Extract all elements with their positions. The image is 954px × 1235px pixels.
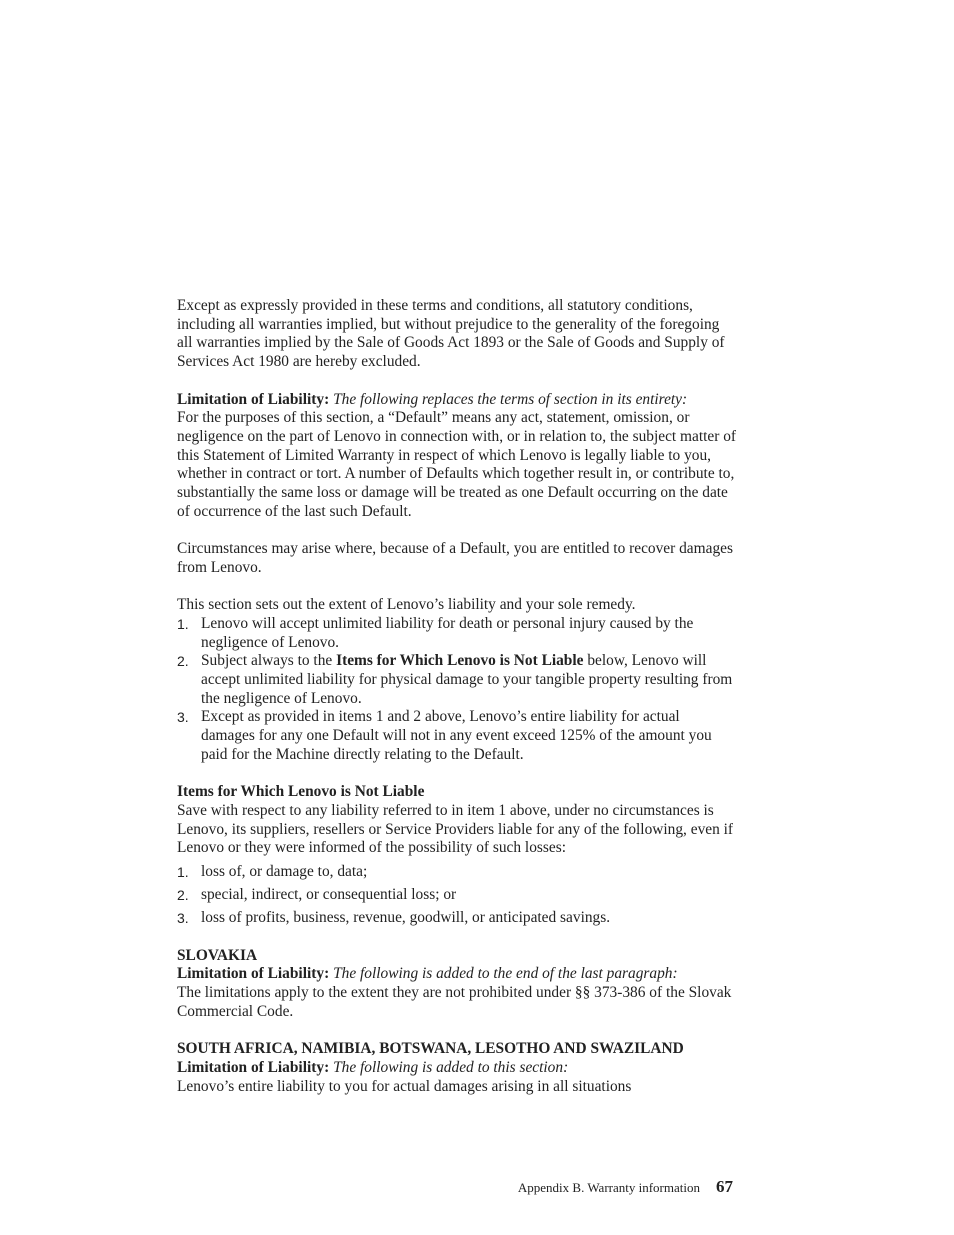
list-item: 1. loss of, or damage to, data; (177, 862, 368, 880)
limitation-label: Limitation of Liability: (177, 390, 330, 408)
list-item: 3. Except as provided in items 1 and 2 above, Lenovo’s entire liability for actual damages for any one Default will not in any event exceed 125% of the amount you paid for the Machine directly relating to the Default. (177, 708, 712, 763)
list-item: 2. special, indirect, or consequential loss; or (177, 885, 457, 903)
list-number: 1. (177, 615, 189, 632)
list-item: 2. Subject always to the Items for Which Lenovo is Not Liable below, Lenovo will accept unlimited liability for physical damage to your tangible property resulting from the negligence of Lenovo. (177, 652, 733, 707)
not-liable-heading: Items for Which Lenovo is Not Liable (177, 783, 425, 801)
circumstances-paragraph: Circumstances may arise where, because of a Default, you are entitled to recover damages from Lenovo. (177, 540, 733, 576)
limitation-intro: The following is added to this section: (333, 1058, 569, 1076)
limitation-intro: The following replaces the terms of section in its entirety: (333, 390, 688, 408)
list-number: 1. (177, 863, 189, 880)
south-africa-heading: SOUTH AFRICA, NAMIBIA, BOTSWANA, LESOTHO AND SWAZILAND (177, 1040, 684, 1058)
not-liable-list (177, 863, 737, 928)
page-footer (177, 1178, 733, 1198)
list-number: 3. (177, 709, 189, 726)
list-item: 1. Lenovo will accept unlimited liability for death or personal injury caused by the negligence of Lenovo. (177, 614, 694, 651)
liability-list (177, 615, 737, 765)
extent-of-liability-paragraph: This section sets out the extent of Lenovo’s liability and your sole remedy. (177, 596, 636, 614)
limitation-of-liability-paragraph (177, 391, 737, 522)
page-content (177, 297, 737, 1096)
list-number: 2. (177, 653, 189, 670)
limitation-label: Limitation of Liability: (177, 1058, 330, 1076)
slovakia-heading: SLOVAKIA (177, 946, 258, 964)
list-item: 3. loss of profits, business, revenue, goodwill, or anticipated savings. (177, 909, 611, 927)
south-africa-paragraph: Limitation of Liability: The following is added to this section: Lenovo’s entire liability to you for actual damages arising in all situations (177, 1058, 632, 1095)
footer-section-title: Appendix B. Warranty information (517, 1180, 700, 1195)
limitation-intro: The following is added to the end of the last paragraph: (333, 965, 678, 983)
list-number: 3. (177, 910, 189, 927)
page-number: 67 (716, 1177, 733, 1196)
list-number: 2. (177, 886, 189, 903)
not-liable-reference: Items for Which Lenovo is Not Liable (336, 652, 584, 670)
statutory-conditions-paragraph: Except as expressly provided in these terms and conditions, all statutory conditions, including all warranties implied, but without prejudice to the generality of the foregoing all warranties implied by the Sale of Goods Act 1893 or the Sale of Goods and Supply of Services Act 1980 are hereby excluded. (177, 297, 725, 371)
not-liable-paragraph: Save with respect to any liability referred to in item 1 above, under no circumstances is Lenovo, its suppliers, resellers or Service Providers liable for any of the following, even if Lenovo or they were informed of the possibility of such losses: (177, 801, 734, 857)
limitation-label: Limitation of Liability: (177, 965, 330, 983)
slovakia-paragraph: Limitation of Liability: The following is added to the end of the last paragraph: The limitations apply to the extent they are not prohibited under §§ 373-386 of the Slovak Commercial Code. (177, 965, 732, 1020)
default-definition-text: For the purposes of this section, a “Default” means any act, statement, omission, or negligence on the part of Lenovo in connection with, or in relation to, the subject matter of this Statement of Limited Warranty in respect of which Lenovo is legally liable to you, whether in contract or tort. A number of Defaults which together result in, or contribute to, substantially the same loss or damage will be treated as one Default occurring on the date of occurrence of the last such Default. (177, 409, 737, 520)
